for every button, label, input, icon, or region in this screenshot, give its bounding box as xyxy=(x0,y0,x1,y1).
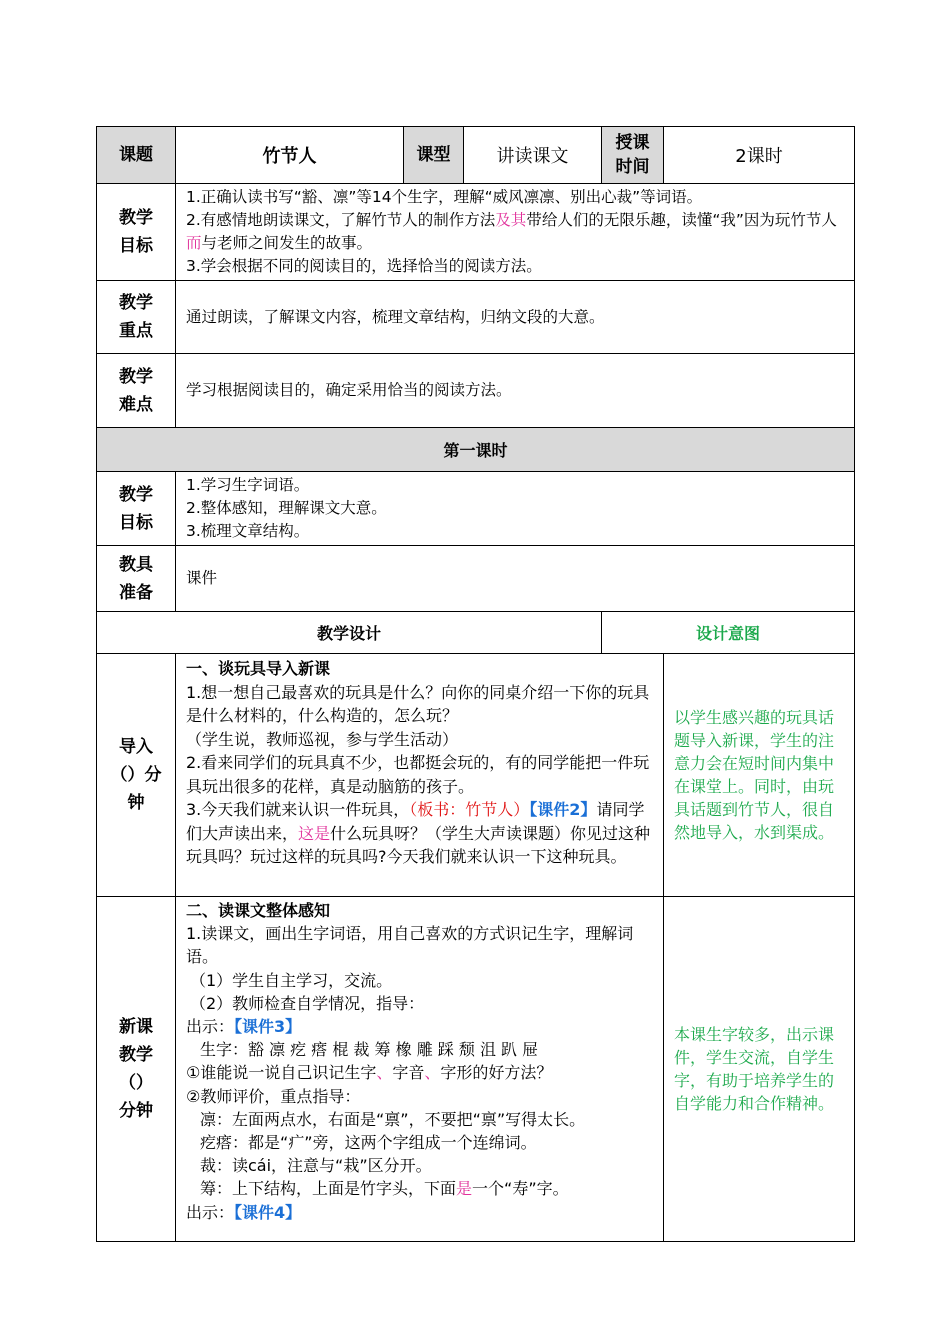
first-lesson-row xyxy=(97,428,855,472)
new-lesson-p4-a: 出示： xyxy=(186,1017,235,1037)
design-header-row xyxy=(97,612,855,654)
new-lesson-p11-c: 一个“寿”字。 xyxy=(472,1179,569,1199)
intro-label-2: （）分 xyxy=(110,765,162,785)
intro-p2: （学生说，教师巡视，参与学生活动） xyxy=(186,729,459,749)
lesson-plan-table xyxy=(96,126,855,1242)
new-lesson-p6-sep-1: 、 xyxy=(376,1063,393,1083)
new-lesson-courseware-3: 【课件3】 xyxy=(234,1017,302,1037)
first-lesson-goal-3: 3.梳理文章结构。 xyxy=(186,522,310,540)
intro-content xyxy=(176,654,664,897)
new-lesson-label-3: （） xyxy=(119,1073,153,1093)
key-points-label-2: 重点 xyxy=(119,321,153,341)
first-lesson-goal-1: 1.学习生字词语。 xyxy=(186,476,310,494)
intro-blackboard-note: （板书：竹节人） xyxy=(409,800,530,819)
new-lesson-label-2: 教学 xyxy=(119,1045,153,1065)
first-lesson-goals-label-2: 目标 xyxy=(119,512,153,533)
new-lesson-p12 xyxy=(186,1201,657,1224)
difficulties-text: 学习根据阅读目的，确定采用恰当的阅读方法。 xyxy=(176,354,855,428)
intent-column-header: 设计意图 xyxy=(602,612,855,654)
new-lesson-p7: ②教师评价，重点指导： xyxy=(186,1086,361,1106)
design-column-header: 教学设计 xyxy=(97,612,602,654)
goals-label xyxy=(97,184,176,281)
new-lesson-content xyxy=(176,897,664,1242)
new-lesson-label-4: 分钟 xyxy=(119,1101,153,1121)
key-points-label-1: 教学 xyxy=(119,293,153,313)
intro-p3: 2.看来同学们的玩具真不少，也都挺会玩的，有的同学能把一件玩具玩出很多的花样，真是动脑筋的孩子。 xyxy=(186,753,650,796)
difficulties-label-2: 难点 xyxy=(119,394,153,415)
tools-label-2: 准备 xyxy=(119,582,153,603)
new-lesson-p11-highlight: 是 xyxy=(456,1179,473,1199)
intro-courseware-2: 【课件2】 xyxy=(529,800,597,819)
new-lesson-new-characters: 生字：豁 凛 疙 瘩 棍 裁 筹 橡 雕 踩 颓 沮 趴 屉 xyxy=(200,1040,539,1060)
lesson-plan-sheet xyxy=(96,126,854,1242)
new-lesson-label xyxy=(97,897,176,1242)
goal-line-3: 3.学会根据不同的阅读目的，选择恰当的阅读方法。 xyxy=(186,257,542,275)
new-lesson-p2: （1）学生自主学习，交流。 xyxy=(190,970,393,990)
new-lesson-p3: （2）教师检查自学情况，指导： xyxy=(190,993,425,1013)
new-lesson-p4 xyxy=(186,1015,657,1038)
time-value: 2课时 xyxy=(664,127,855,184)
key-points-text: 通过朗读，了解课文内容，梳理文章结构，归纳文段的大意。 xyxy=(176,281,855,354)
difficulties-label xyxy=(97,354,176,428)
new-lesson-p6 xyxy=(186,1061,657,1084)
goal-line-2-highlight-2: 而 xyxy=(186,234,202,252)
new-lesson-p6-a: ①谁能说一说自己识记生字 xyxy=(186,1063,377,1083)
intro-heading: 一、谈玩具导入新课 xyxy=(186,659,331,678)
intro-p4-a: 3.今天我们就来认识一件玩具， xyxy=(186,800,410,819)
new-lesson-p12-a: 出示： xyxy=(186,1202,235,1222)
new-lesson-p6-c: 字音 xyxy=(392,1063,425,1083)
new-lesson-p6-sep-2: 、 xyxy=(424,1063,441,1083)
time-label-line-1: 授课 xyxy=(615,133,650,153)
intro-row xyxy=(97,654,855,897)
first-lesson-goals-label xyxy=(97,472,176,546)
topic-value: 竹节人 xyxy=(176,127,404,184)
first-lesson-goal-2: 2.整体感知，理解课文大意。 xyxy=(186,499,387,517)
intro-intent: 以学生感兴趣的玩具话题导入新课，学生的注意力会在短时间内集中在课堂上。同时，由玩具话题到竹节人，很自然地导入，水到渠成。 xyxy=(664,654,855,897)
key-points-label xyxy=(97,281,176,354)
intro-p1: 1.想一想自己最喜欢的玩具是什么？向你的同桌介绍一下你的玩具是什么材料的，什么构造的，怎么玩？ xyxy=(186,682,650,725)
intro-p4-highlight: 这是 xyxy=(298,823,331,843)
new-lesson-label-1: 新课 xyxy=(119,1017,153,1037)
topic-label: 课题 xyxy=(97,127,176,184)
new-lesson-p6-e: 字形的好方法？ xyxy=(440,1063,553,1083)
header-row xyxy=(97,127,855,184)
new-lesson-p1: 1.读课文，画出生字词语，用自己喜欢的方式识记生字，理解词语。 xyxy=(186,924,634,967)
first-lesson-title: 第一课时 xyxy=(97,428,855,472)
new-lesson-p9: 疙瘩：都是“疒”旁，这两个字组成一个连绵词。 xyxy=(200,1133,537,1153)
tools-label xyxy=(97,546,176,612)
time-label xyxy=(602,127,664,184)
goal-line-2-a: 2.有感情地朗读课文，了解竹节人的制作方法 xyxy=(186,211,496,229)
tools-row xyxy=(97,546,855,612)
first-lesson-goals-label-1: 教学 xyxy=(119,484,153,505)
type-label: 课型 xyxy=(404,127,464,184)
goals-label-1: 教学 xyxy=(119,208,153,228)
new-lesson-intent: 本课生字较多，出示课件，学生交流，自学生字，有助于培养学生的自学能力和合作精神。 xyxy=(664,897,855,1242)
intro-p4-d: 请同学们大声读出来， xyxy=(186,800,645,843)
type-value: 讲读课文 xyxy=(464,127,602,184)
difficulties-label-1: 教学 xyxy=(119,366,153,387)
goals-row xyxy=(97,184,855,281)
new-lesson-p11 xyxy=(186,1177,657,1200)
goals-label-2: 目标 xyxy=(119,236,153,256)
intro-label-1: 导入 xyxy=(119,737,153,757)
new-lesson-heading: 二、读课文整体感知 xyxy=(186,901,331,920)
goal-line-2-c: 带给人们的无限乐趣，读懂“我”因为玩竹节人 xyxy=(526,211,837,229)
intro-label-3: 钟 xyxy=(127,793,145,813)
first-lesson-goals-row xyxy=(97,472,855,546)
new-lesson-courseware-4: 【课件4】 xyxy=(234,1202,302,1222)
intro-label xyxy=(97,654,176,897)
tools-text: 课件 xyxy=(176,546,855,612)
difficulties-row xyxy=(97,354,855,428)
goal-line-2 xyxy=(186,209,848,255)
goals-content xyxy=(176,184,855,281)
key-points-row xyxy=(97,281,855,354)
intro-p4 xyxy=(186,798,657,869)
new-lesson-p8: 凛：左面两点水，右面是“禀”，不要把“禀”写得太长。 xyxy=(200,1109,586,1129)
tools-label-1: 教具 xyxy=(119,554,153,575)
goal-line-2-highlight: 及其 xyxy=(495,211,527,229)
goal-line-1: 1.正确认读书写“豁、凛”等14个生字，理解“威风凛凛、别出心裁”等词语。 xyxy=(186,188,703,206)
new-lesson-p10: 裁：读cái，注意与“栽”区分开。 xyxy=(200,1156,432,1176)
new-lesson-row xyxy=(97,897,855,1242)
intro-p4-f: 什么玩具呀？（学生大声读课题）你见过这种玩具吗？玩过这样的玩具吗?今天我们就来认识一下这种玩具。 xyxy=(186,823,651,866)
time-label-line-2: 时间 xyxy=(615,157,650,177)
first-lesson-goals-content xyxy=(176,472,855,546)
new-lesson-p11-a: 筹：上下结构，上面是竹字头，下面 xyxy=(200,1179,457,1199)
goal-line-2-e: 与老师之间发生的故事。 xyxy=(201,234,373,252)
